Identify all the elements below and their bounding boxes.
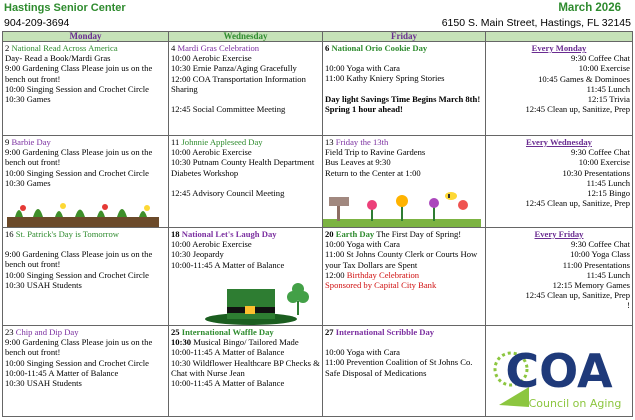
event-line: 10:30 Wildflower Healthcare BP Checks & Chat with Nurse Jean bbox=[171, 357, 320, 378]
event-title: Earth Day bbox=[335, 229, 375, 239]
event-line: Field Trip to Ravine Gardens bbox=[325, 147, 426, 158]
event-line: 10:30 Games bbox=[5, 94, 51, 105]
birthday-event: Birthday Celebration bbox=[346, 269, 420, 280]
event-title: International Waffle Day bbox=[181, 327, 274, 337]
every-monday-title: Every Monday bbox=[531, 43, 587, 53]
event-line: Day- Read a Book/Mardi Gras bbox=[5, 53, 111, 64]
schedule-item: 11:45 Lunch bbox=[586, 83, 630, 94]
event-line: Musical Bingo/ Tailored Made bbox=[193, 337, 299, 348]
cell-mar-11 bbox=[169, 136, 323, 228]
schedule-item: 12:45 Clean up, Sanitize, Prep bbox=[525, 198, 630, 209]
schedule-item: 12:45 Clean up, Sanitize, Prep bbox=[525, 290, 630, 301]
event-line: 10:00-11:45 A Matter of Balance bbox=[171, 259, 285, 270]
every-wednesday-title: Every Wednesday bbox=[526, 137, 592, 147]
event-line: 10:00-11:45 A Matter of Balance bbox=[5, 367, 119, 378]
cell-mar-20 bbox=[323, 228, 486, 326]
coa-logo-text: COA bbox=[505, 344, 613, 398]
event-line: 10:00 Yoga with Cara bbox=[325, 239, 400, 250]
garden-flowers-icon bbox=[323, 191, 481, 227]
cell-mar-13 bbox=[323, 136, 486, 228]
cell-mar-18 bbox=[169, 228, 323, 326]
event-line: 10:00 Singing Session and Crochet Circle bbox=[5, 83, 149, 94]
day-header-friday: Friday bbox=[323, 32, 486, 42]
schedule-item: 10:00 Exercise bbox=[578, 157, 630, 168]
event-title: National Let's Laugh Day bbox=[181, 229, 277, 239]
day-header-blank bbox=[486, 32, 633, 42]
event-line: 12:00 COA Transportation Information Sharing bbox=[171, 73, 306, 94]
event-line: 9:00 Gardening Class Please join us on the bench out front! bbox=[5, 63, 153, 84]
day-number: 6 bbox=[325, 43, 330, 53]
coa-logo bbox=[489, 329, 629, 413]
day-number: 23 bbox=[5, 327, 14, 337]
event-line: 11:00 Kathy Kniery Spring Stories bbox=[325, 73, 445, 84]
shamrock-hat-icon bbox=[189, 279, 323, 325]
day-number: 25 bbox=[171, 327, 180, 337]
event-title: Mardi Gras Celebration bbox=[177, 43, 260, 53]
schedule-item: 12:15 Memory Games bbox=[552, 280, 630, 291]
event-line: 10:30 USAH Students bbox=[5, 378, 82, 389]
event-time: 10:30 bbox=[171, 337, 192, 348]
sponsor-line: Sponsored by Capital City Bank bbox=[325, 280, 437, 291]
phone-number: 904-209-3694 bbox=[4, 17, 70, 29]
event-line: 11:00 St Johns County Clerk or Courts How your Tax Dollars are Spent bbox=[325, 249, 478, 270]
cell-mar-25 bbox=[169, 326, 323, 417]
event-title: Chip and Dip Day bbox=[15, 327, 79, 337]
every-monday-box bbox=[486, 42, 633, 136]
event-line: 10:00 Aerobic Exercise bbox=[171, 53, 252, 64]
event-title: National Orio Cookie Day bbox=[331, 43, 428, 53]
calendar-table bbox=[2, 31, 633, 417]
schedule-item: 11:45 Lunch bbox=[586, 177, 630, 188]
cell-mar-2 bbox=[3, 42, 169, 136]
cell-mar-6 bbox=[323, 42, 486, 136]
day-number: 20 bbox=[325, 229, 334, 239]
event-line: 10:00 Singing Session and Crochet Circle bbox=[5, 357, 149, 368]
center-name: Hastings Senior Center bbox=[4, 2, 126, 14]
day-number: 11 bbox=[171, 137, 180, 147]
cell-mar-9 bbox=[3, 136, 169, 228]
schedule-item: 12:45 Clean up, Sanitize, Prep bbox=[525, 104, 630, 115]
day-header-wednesday: Wednesday bbox=[169, 32, 323, 42]
event-line: 10:00 Singing Session and Crochet Circle 10:30 Games bbox=[5, 167, 149, 188]
day-number: 18 bbox=[171, 229, 180, 239]
day-number: 9 bbox=[5, 137, 10, 147]
event-line: 10:00 Singing Session and Crochet Circle bbox=[5, 269, 149, 280]
event-line: Bus Leaves at 9:30 bbox=[325, 157, 391, 168]
schedule-item: ! bbox=[627, 300, 630, 311]
day-number: 13 bbox=[325, 137, 334, 147]
event-line: 10:30 Putnam County Health Department Diabetes Workshop bbox=[171, 157, 315, 178]
day-number: 27 bbox=[325, 327, 334, 337]
day-header-monday: Monday bbox=[3, 32, 169, 42]
every-friday-title: Every Friday bbox=[534, 229, 584, 239]
event-line: 10:30 Ernie Panza/Aging Gracefully bbox=[171, 63, 297, 74]
event-title: St. Patrick's Day is Tomorrow bbox=[15, 229, 119, 239]
event-line: 10:00 Yoga with Cara bbox=[325, 63, 400, 74]
schedule-item: 9:30 Coffee Chat bbox=[570, 239, 630, 250]
event-title: Barbie Day bbox=[11, 137, 51, 147]
day-number: 2 bbox=[5, 43, 10, 53]
schedule-item: 10:45 Games & Dominoes bbox=[538, 73, 630, 84]
event-line: 12:45 Social Committee Meeting bbox=[171, 104, 286, 115]
event-line: 9:00 Gardening Class Please join us on the bench out front! bbox=[5, 337, 153, 358]
event-title: International Scribble Day bbox=[335, 327, 435, 337]
schedule-item: 12:15 Trivia bbox=[587, 94, 630, 105]
cell-mar-4 bbox=[169, 42, 323, 136]
event-line: 10:00-11:45 A Matter of Balance bbox=[171, 378, 285, 389]
address: 6150 S. Main Street, Hastings, FL 32145 bbox=[441, 17, 631, 29]
coa-logo-tagline: Council on Aging bbox=[528, 397, 622, 410]
every-friday-box bbox=[486, 228, 633, 326]
event-line: 10:00 Aerobic Exercise bbox=[171, 239, 252, 250]
dst-notice: Day light Savings Time Begins March 8th! Spring 1 hour ahead! bbox=[325, 93, 481, 114]
event-line: 9:00 Gardening Class Please join us on the bench out front! bbox=[5, 249, 153, 270]
schedule-item: 9:30 Coffee Chat bbox=[570, 147, 630, 158]
schedule-item: 10:00 Exercise bbox=[578, 63, 630, 74]
event-line: 10:30 Jeopardy bbox=[171, 249, 224, 260]
event-line: 10:30 USAH Students bbox=[5, 279, 82, 290]
schedule-item: 11:45 Lunch bbox=[586, 269, 630, 280]
event-subtitle: The First Day of Spring! bbox=[376, 229, 462, 239]
event-title: Friday the 13th bbox=[335, 137, 389, 147]
event-line: 9:00 Gardening Class Please join us on the bench out front! bbox=[5, 147, 153, 168]
every-wednesday-box bbox=[486, 136, 633, 228]
schedule-item: 10:30 Presentations bbox=[562, 167, 630, 178]
event-time: 12:00 bbox=[325, 269, 345, 280]
event-line: 10:00-11:45 A Matter of Balance bbox=[171, 347, 285, 358]
schedule-item: 9:30 Coffee Chat bbox=[570, 53, 630, 64]
day-number: 16 bbox=[5, 229, 14, 239]
event-title: Johnnie Appleseed Day bbox=[181, 137, 263, 147]
cell-mar-27 bbox=[323, 326, 486, 417]
garden-plants-icon bbox=[3, 199, 163, 227]
schedule-item: 10:00 Yoga Class bbox=[570, 249, 630, 260]
event-line: 12:45 Advisory Council Meeting bbox=[171, 187, 285, 198]
cell-mar-16 bbox=[3, 228, 169, 326]
coa-logo-cell bbox=[486, 326, 633, 417]
event-line: 10:00 Yoga with Cara bbox=[325, 347, 400, 358]
schedule-item: 12:15 Bingo bbox=[587, 188, 630, 199]
schedule-item: 11:00 Presentations bbox=[562, 259, 630, 270]
event-line: 10:00 Aerobic Exercise bbox=[171, 147, 252, 158]
event-line: 11:00 Prevention Coalition of St Johns Co. Safe Disposal of Medications bbox=[325, 357, 473, 378]
event-title: National Read Across America bbox=[11, 43, 118, 53]
day-number: 4 bbox=[171, 43, 176, 53]
cell-mar-23 bbox=[3, 326, 169, 417]
month-title: March 2026 bbox=[558, 2, 621, 14]
event-line: Return to the Center at 1:00 bbox=[325, 167, 421, 178]
